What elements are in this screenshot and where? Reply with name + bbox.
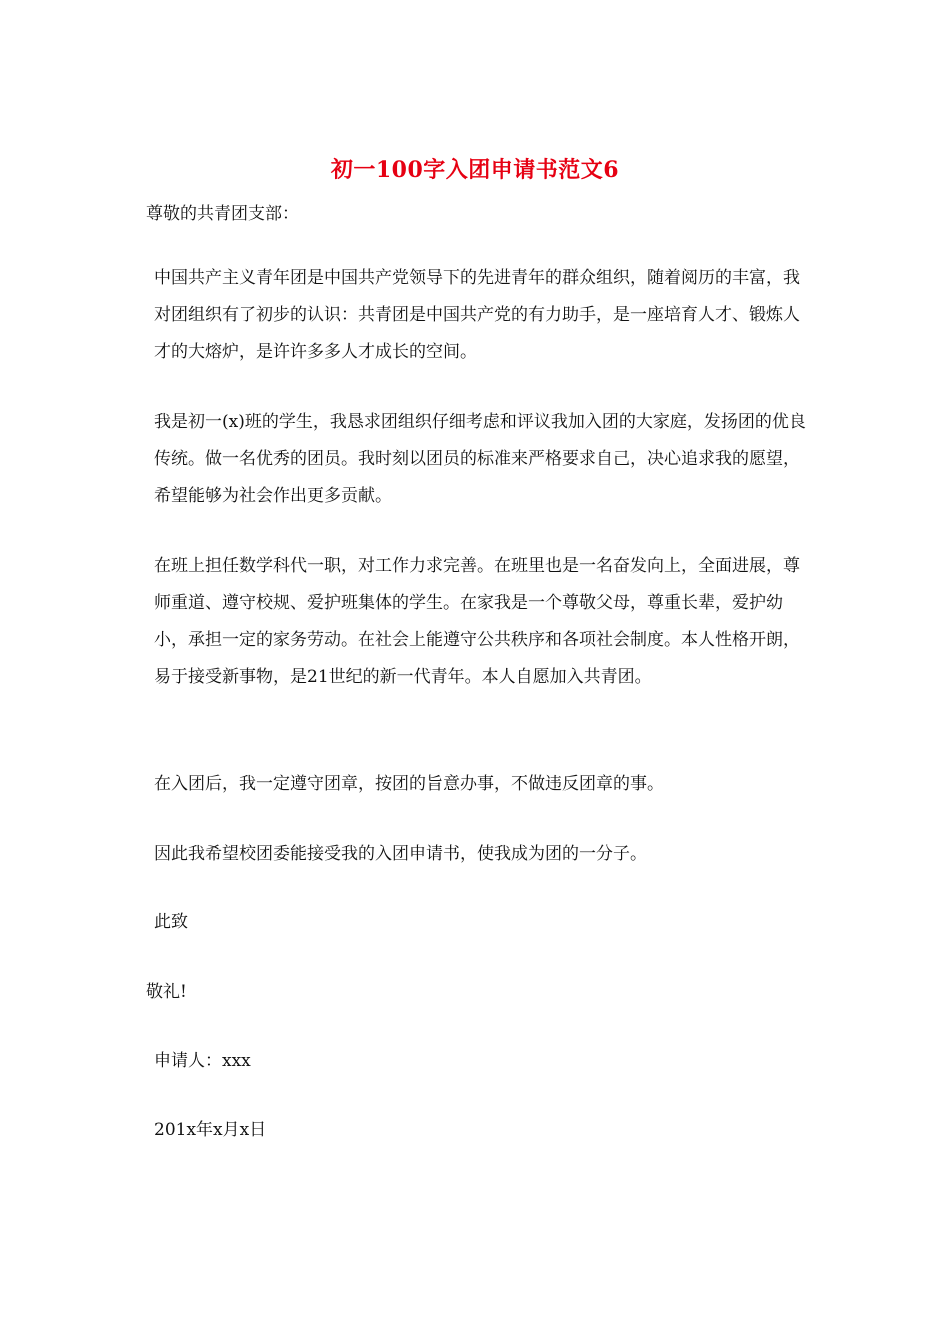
paragraph-4: 在入团后，我一定遵守团章，按团的旨意办事，不做违反团章的事。: [154, 774, 664, 794]
salutation: 尊敬的共青团支部：: [146, 204, 299, 224]
closing: 此致: [154, 912, 188, 932]
paragraph-1: 中国共产主义青年团是中国共产党领导下的先进青年的群众组织，随着阅历的丰富，我对团组织有了初步的认识：共青团是中国共产党的有力助手，是一座培育人才、锻炼人才的大熔炉，是许许多多人才成长的空间。: [154, 268, 800, 362]
paragraph-3: 在班上担任数学科代一职，对工作力求完善。在班里也是一名奋发向上，全面进展，尊师重道、遵守校规、爱护班集体的学生。在家我是一个尊敬父母，尊重长辈，爱护幼小，承担一定的家务劳动。在社会上能遵守公共秩序和各项社会制度。本人性格开朗，易于接受新事物，是21世纪的新一代青年。本人自愿加入共青团。: [154, 556, 800, 687]
date-line: 201x年x月x日: [154, 1120, 267, 1140]
respect-line: 敬礼!: [146, 982, 187, 1002]
applicant-signature: 申请人：xxx: [154, 1051, 251, 1071]
paragraph-2: 我是初一(x)班的学生，我恳求团组织仔细考虑和评议我加入团的大家庭，发扬团的优良传统。做一名优秀的团员。我时刻以团员的标准来严格要求自己，决心追求我的愿望，希望能够为社会作出更多贡献。: [154, 412, 806, 506]
paragraph-5: 因此我希望校团委能接受我的入团申请书，使我成为团的一分子。: [154, 844, 647, 864]
document-title: 初一100字入团申请书范文6: [330, 157, 620, 183]
